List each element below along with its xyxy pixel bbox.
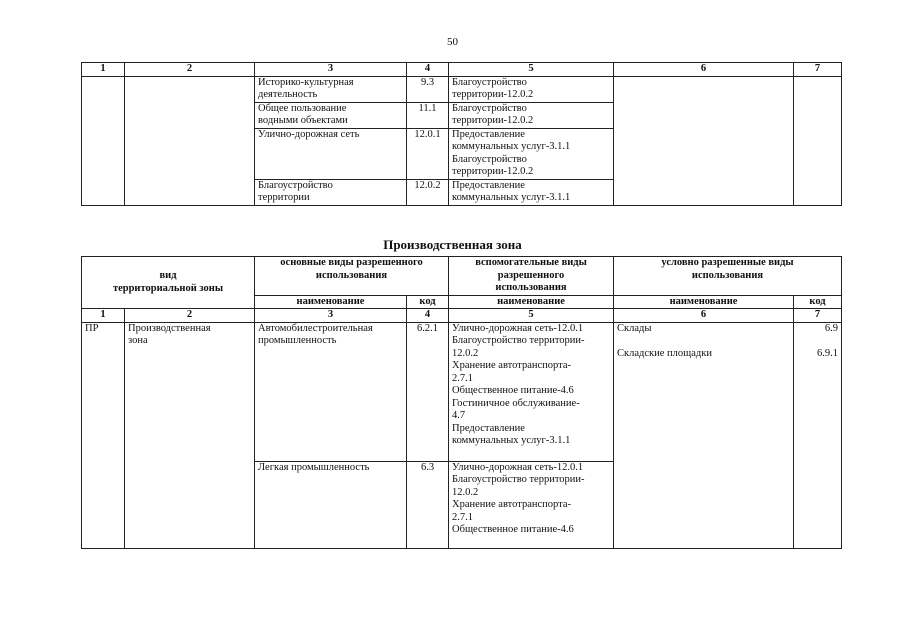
col-number: 1 — [82, 309, 125, 323]
aux-use: Благоустройство территории-12.0.2 — [449, 76, 614, 102]
cond-code-header: код — [794, 295, 842, 309]
use-name: Улично-дорожная сеть — [255, 128, 407, 179]
use-name: Общее пользование водными объектами — [255, 102, 407, 128]
table-row — [82, 76, 842, 102]
code-header: код — [407, 295, 449, 309]
aux-use: Предоставление коммунальных услуг-3.1.1 — [449, 179, 614, 205]
cond-use-name: Складские площадки — [617, 347, 712, 359]
cond-name-header: наименование — [614, 295, 794, 309]
use-name: Благоустройство территории — [255, 179, 407, 205]
col-number: 2 — [125, 63, 255, 77]
use-code: 11.1 — [407, 102, 449, 128]
cond-use-code: 6.9.1 — [817, 347, 839, 359]
col-number: 2 — [125, 309, 255, 323]
col-number: 7 — [794, 309, 842, 323]
zone-name: Производственная зона — [125, 322, 255, 548]
col-number: 6 — [614, 309, 794, 323]
column-number-row — [82, 309, 842, 323]
col-number: 7 — [794, 63, 842, 77]
main-uses-header: основные виды разрешенного использования — [255, 257, 449, 296]
name-header: наименование — [255, 295, 407, 309]
cond-use-name: Склады — [617, 322, 652, 334]
col-number: 4 — [407, 63, 449, 77]
col-number: 4 — [407, 309, 449, 323]
use-name: Легкая промышленность — [255, 461, 407, 548]
col-number: 5 — [449, 309, 614, 323]
page-number: 50 — [447, 36, 458, 48]
col-number: 6 — [614, 63, 794, 77]
header-row — [82, 257, 842, 296]
conditional-codes — [794, 322, 842, 548]
use-code: 12.0.2 — [407, 179, 449, 205]
use-code: 6.2.1 — [407, 322, 449, 461]
continuation-table — [81, 62, 842, 206]
col-number: 3 — [255, 309, 407, 323]
empty-cell — [125, 76, 255, 205]
aux-use: Предоставление коммунальных услуг-3.1.1 Благоустройство территории-12.0.2 — [449, 128, 614, 179]
use-name: Историко-культурная деятельность — [255, 76, 407, 102]
conditional-names — [614, 322, 794, 548]
use-code: 9.3 — [407, 76, 449, 102]
aux-use: Улично-дорожная сеть-12.0.1 Благоустройство территории- 12.0.2 Хранение автотранспорта- 2.7.1 Общественное питание-4.6 — [449, 461, 614, 548]
column-number-row — [82, 63, 842, 77]
table-row — [82, 322, 842, 461]
zone-type-header: вид территориальной зоны — [82, 257, 255, 309]
zone-code: ПР — [82, 322, 125, 548]
col-number: 1 — [82, 63, 125, 77]
aux-use: Благоустройство территории-12.0.2 — [449, 102, 614, 128]
aux-use: Улично-дорожная сеть-12.0.1 Благоустройство территории- 12.0.2 Хранение автотранспорта- 2.7.1 Общественное питание-4.6 Гостиничное обслуживание- 4.7 Предоставление коммунальных услуг-3.1.1 — [449, 322, 614, 461]
aux-uses-header: вспомогательные виды разрешенного использования — [449, 257, 614, 296]
aux-name-header: наименование — [449, 295, 614, 309]
empty-cell — [82, 76, 125, 205]
empty-cell — [794, 76, 842, 205]
col-number: 5 — [449, 63, 614, 77]
cond-use-code: 6.9 — [824, 322, 839, 334]
empty-cell — [614, 76, 794, 205]
section-title: Производственная зона — [383, 237, 522, 252]
use-code: 6.3 — [407, 461, 449, 548]
use-code: 12.0.1 — [407, 128, 449, 179]
production-zone-table — [81, 256, 842, 549]
conditional-uses-header: условно разрешенные виды использования — [614, 257, 842, 296]
use-name: Автомобилестроительная промышленность — [255, 322, 407, 461]
col-number: 3 — [255, 63, 407, 77]
